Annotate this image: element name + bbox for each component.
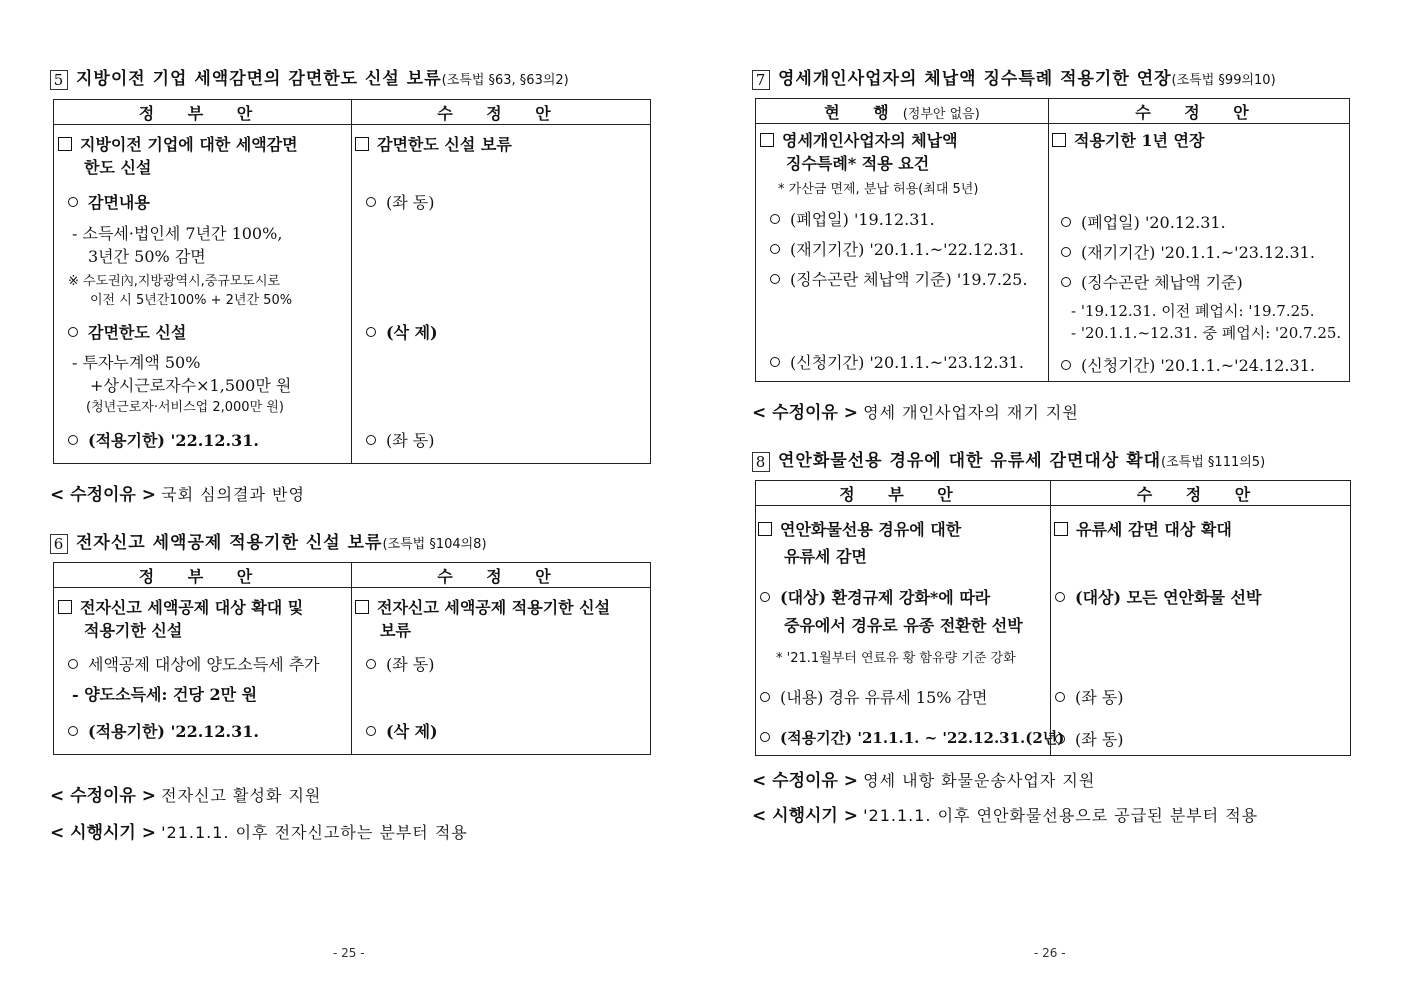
bullet: (재기기간) '20.1.1.~'22.12.31.: [770, 237, 1024, 260]
section-7-table: [755, 98, 1350, 382]
note: ※ 수도권內,지방광역시,중규모도시로: [68, 274, 281, 289]
detail-cont: +상시근로자수×1,500만 원: [90, 376, 292, 395]
circle-bullet-icon: [1061, 217, 1071, 227]
section-8-table: [755, 480, 1351, 756]
item-line: 적용기한 1년 연장: [1052, 128, 1204, 151]
bullet-cont: 중유에서 경유로 유종 전환한 선박: [784, 616, 1023, 635]
checkbox-icon: [355, 137, 369, 151]
section-6-table: [53, 562, 651, 755]
circle-bullet-icon: [68, 659, 78, 669]
section-5-table: [53, 99, 651, 464]
item-line: 연안화물선용 경유에 대한: [758, 517, 961, 540]
bullet: (징수곤란 체납액 기준) '19.7.25.: [770, 267, 1027, 290]
note: * '21.1월부터 연료유 황 함유량 기준 강화: [776, 651, 1016, 666]
detail: - '19.12.31. 이전 폐업시: '19.7.25.: [1071, 302, 1315, 320]
current-cell: [756, 124, 1049, 382]
section-reference: (조특법 §104의8): [382, 537, 487, 552]
section-7-reason: [752, 398, 1079, 423]
section-5-reason: [50, 480, 305, 505]
item-line: 영세개인사업자의 체납액: [760, 128, 958, 151]
checkbox-icon: [58, 600, 72, 614]
government-proposal-cell: [756, 506, 1065, 756]
circle-bullet-icon: [760, 592, 770, 602]
bullet: (폐업일) '19.12.31.: [770, 207, 935, 230]
circle-bullet-icon: [1055, 734, 1065, 744]
item-line-cont: 한도 신설: [84, 158, 152, 177]
header-amended-proposal: 수 정 안: [352, 100, 651, 125]
bullet: (삭 제): [366, 719, 438, 742]
item-line-cont: 적용기한 신설: [84, 621, 183, 640]
section-title-text: 영세개인사업자의 체납액 징수특례 적용기한 연장: [778, 69, 1172, 89]
circle-bullet-icon: [770, 244, 780, 254]
item-line: 전자신고 세액공제 대상 확대 및: [58, 595, 303, 618]
circle-bullet-icon: [366, 435, 376, 445]
bullet: (신청기간) '20.1.1.~'24.12.31.: [1061, 353, 1315, 376]
section-number: 7: [752, 70, 770, 90]
header-amended-proposal: 수 정 안: [352, 563, 651, 588]
section-8-effective: [752, 801, 1258, 826]
section-title-text: 전자신고 세액공제 적용기한 신설 보류: [76, 533, 383, 553]
detail-cont: 3년간 50% 감면: [88, 247, 206, 266]
bullet: (폐업일) '20.12.31.: [1061, 210, 1226, 233]
circle-bullet-icon: [68, 197, 78, 207]
bullet: (좌 동): [366, 652, 434, 675]
circle-bullet-icon: [68, 435, 78, 445]
bullet: (적용기한) '22.12.31.: [68, 719, 259, 742]
bullet: (삭 제): [366, 320, 438, 343]
section-7-title: [752, 64, 1276, 90]
effective-tag: < 시행시기 >: [50, 823, 157, 843]
section-8-title: [752, 446, 1265, 472]
header-government-proposal: 정 부 안: [54, 100, 352, 125]
bullet: (적용기간) '21.1.1. ~ '22.12.31.(2년): [760, 727, 1064, 748]
section-number: 5: [50, 70, 68, 90]
section-reference: (조특법 §99의10): [1171, 73, 1276, 88]
section-5-title: [50, 64, 569, 90]
circle-bullet-icon: [770, 357, 780, 367]
header-amended-proposal: 수 정 안: [1051, 481, 1351, 506]
bullet: (징수곤란 체납액 기준): [1061, 270, 1243, 293]
note: * 가산금 면제, 분납 허용(최대 5년): [778, 182, 979, 197]
bullet: 감면내용: [68, 190, 150, 213]
detail: - 양도소득세: 건당 2만 원: [72, 685, 258, 704]
reason-tag: < 수정이유 >: [50, 485, 157, 505]
item-line-cont: 보류: [380, 621, 411, 640]
item-line-cont: 유류세 감면: [784, 547, 867, 566]
note-cont: 이전 시 5년간100% + 2년간 50%: [90, 293, 293, 308]
checkbox-icon: [758, 522, 772, 536]
bullet: (좌 동): [1055, 727, 1123, 750]
amended-proposal-cell: [352, 125, 651, 464]
bullet: (좌 동): [1055, 685, 1123, 708]
item-line: 유류세 감면 대상 확대: [1054, 517, 1232, 540]
government-proposal-cell: [54, 125, 352, 464]
item-line-cont: 징수특례* 적용 요건: [786, 154, 930, 173]
bullet: (대상) 모든 연안화물 선박: [1055, 585, 1261, 608]
header-amended-proposal: 수 정 안: [1049, 99, 1350, 124]
circle-bullet-icon: [770, 274, 780, 284]
reason-text: 영세 내항 화물운송사업자 지원: [863, 771, 1096, 790]
circle-bullet-icon: [760, 692, 770, 702]
item-line: 감면한도 신설 보류: [355, 132, 512, 155]
checkbox-icon: [1054, 522, 1068, 536]
effective-text: '21.1.1. 이후 전자신고하는 분부터 적용: [161, 823, 468, 842]
header-note: (정부안 없음): [902, 106, 980, 122]
bullet: (내용) 경유 유류세 15% 감면: [760, 685, 988, 708]
checkbox-icon: [355, 600, 369, 614]
detail: - 투자누계액 50%: [72, 353, 201, 372]
bullet: (좌 동): [366, 190, 434, 213]
bullet: 세액공제 대상에 양도소득세 추가: [68, 652, 320, 675]
circle-bullet-icon: [1061, 360, 1071, 370]
section-title-text: 연안화물선용 경유에 대한 유류세 감면대상 확대: [778, 451, 1162, 471]
section-8-reason: [752, 766, 1095, 791]
reason-text: 영세 개인사업자의 재기 지원: [863, 403, 1079, 422]
bullet: (재기기간) '20.1.1.~'23.12.31.: [1061, 240, 1315, 263]
amended-proposal-cell: [1051, 506, 1351, 756]
bullet: (좌 동): [366, 428, 434, 451]
amended-proposal-cell: [352, 588, 651, 755]
circle-bullet-icon: [770, 214, 780, 224]
detail: - 소득세·법인세 7년간 100%,: [72, 224, 283, 243]
section-number: 8: [752, 452, 770, 472]
reason-tag: < 수정이유 >: [752, 403, 859, 423]
circle-bullet-icon: [1061, 277, 1071, 287]
effective-text: '21.1.1. 이후 연안화물선용으로 공급된 분부터 적용: [863, 806, 1259, 825]
circle-bullet-icon: [366, 659, 376, 669]
item-line: 지방이전 기업에 대한 세액감면: [58, 132, 298, 155]
bullet: 감면한도 신설: [68, 320, 186, 343]
bullet: (적용기한) '22.12.31.: [68, 428, 259, 451]
checkbox-icon: [1052, 133, 1066, 147]
section-reference: (조특법 §111의5): [1161, 455, 1266, 470]
detail: - '20.1.1.~12.31. 중 폐업시: '20.7.25.: [1071, 324, 1342, 342]
page-number: - 25 -: [333, 946, 365, 960]
header-government-proposal: 정 부 안: [54, 563, 352, 588]
header-government-proposal: 정 부 안: [756, 481, 1051, 506]
section-6-title: [50, 528, 487, 554]
reason-tag: < 수정이유 >: [752, 771, 859, 791]
reason-text: 국회 심의결과 반영: [161, 485, 305, 504]
government-proposal-cell: [54, 588, 352, 755]
checkbox-icon: [760, 133, 774, 147]
reason-text: 전자신고 활성화 지원: [161, 786, 322, 805]
effective-tag: < 시행시기 >: [752, 806, 859, 826]
bullet: (신청기간) '20.1.1.~'23.12.31.: [770, 350, 1024, 373]
section-number: 6: [50, 534, 68, 554]
item-line: 전자신고 세액공제 적용기한 신설: [355, 595, 610, 618]
checkbox-icon: [58, 137, 72, 151]
reason-tag: < 수정이유 >: [50, 786, 157, 806]
page-number: - 26 -: [1034, 946, 1066, 960]
circle-bullet-icon: [1055, 592, 1065, 602]
amended-proposal-cell: [1049, 124, 1350, 382]
circle-bullet-icon: [68, 726, 78, 736]
section-title-text: 지방이전 기업 세액감면의 감면한도 신설 보류: [76, 69, 442, 89]
circle-bullet-icon: [760, 732, 770, 742]
bullet: (대상) 환경규제 강화*에 따라: [760, 585, 990, 608]
section-6-effective: [50, 818, 468, 843]
section-6-reason: [50, 781, 321, 806]
circle-bullet-icon: [366, 327, 376, 337]
detail-note: (청년근로자·서비스업 2,000만 원): [86, 400, 284, 415]
section-reference: (조특법 §63, §63의2): [441, 73, 569, 88]
circle-bullet-icon: [68, 327, 78, 337]
header-current: 현 행(정부안 없음): [756, 99, 1049, 124]
circle-bullet-icon: [1061, 247, 1071, 257]
circle-bullet-icon: [366, 726, 376, 736]
circle-bullet-icon: [366, 197, 376, 207]
circle-bullet-icon: [1055, 692, 1065, 702]
